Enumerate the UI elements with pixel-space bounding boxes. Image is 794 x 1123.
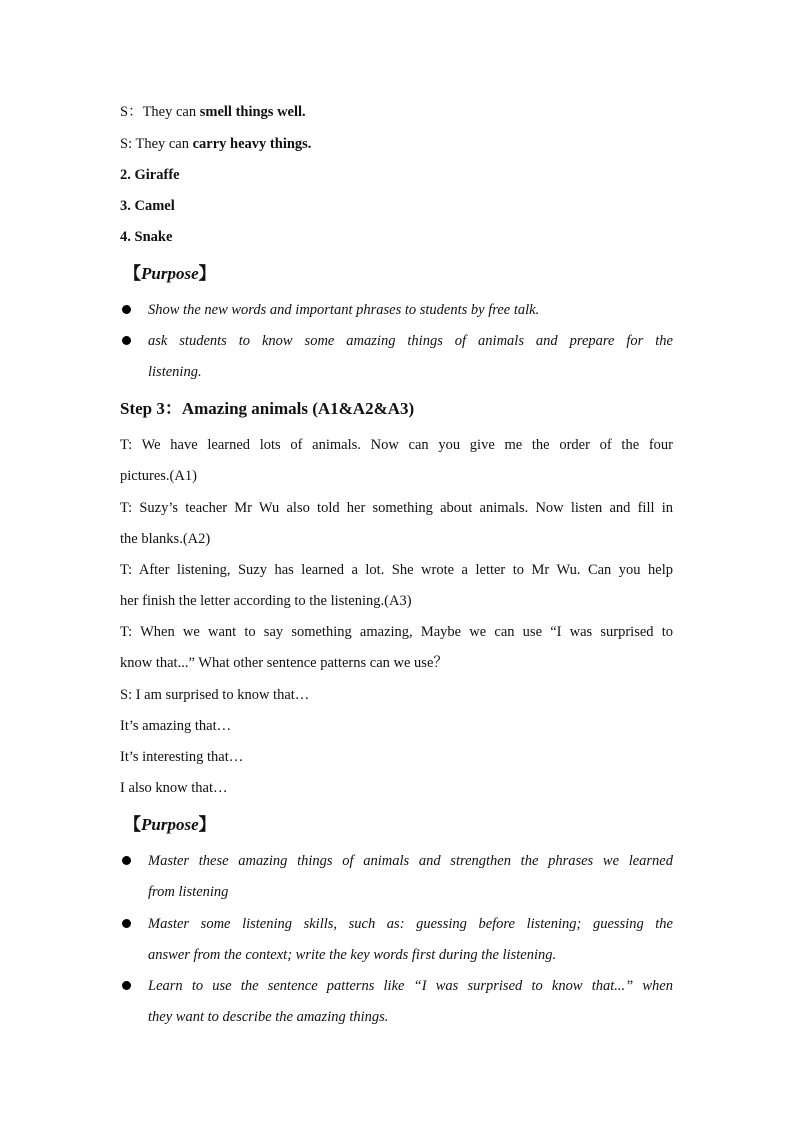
answer-bold: carry heavy things. <box>192 136 312 152</box>
purpose-bullet-text-continued: listening. <box>148 364 202 380</box>
purpose-bullet-text: Learn to use the sentence patterns like “I was surprised to know that...” when <box>148 978 673 994</box>
bracket-close: 】 <box>198 815 216 834</box>
student-answer-smell <box>120 102 306 122</box>
teacher-line-continued: know that...” What other sentence patterns can we use？ <box>120 655 448 671</box>
purpose-bullet-text-continued: from listening <box>148 884 229 900</box>
teacher-line-continued: pictures.(A1) <box>120 468 197 484</box>
purpose-heading <box>124 263 216 285</box>
teacher-line: T: We have learned lots of animals. Now can you give me the order of the four <box>120 437 673 453</box>
bracket-open: 【 <box>124 264 141 283</box>
answer-bold: smell things well. <box>199 104 306 120</box>
list-item-camel: 3. Camel <box>120 198 175 214</box>
bracket-open: 【 <box>124 815 141 834</box>
student-answer-carry <box>120 134 311 154</box>
student-response: I also know that… <box>120 780 228 796</box>
teacher-line-continued: her finish the letter according to the listening.(A3) <box>120 593 412 609</box>
bullet-icon <box>122 856 131 865</box>
purpose-label: Purpose <box>141 264 199 283</box>
bullet-icon <box>122 305 131 314</box>
teacher-line-continued: the blanks.(A2) <box>120 531 211 547</box>
purpose-bullet-text-continued: answer from the context; write the key words first during the listening. <box>148 947 557 963</box>
teacher-line: T: After listening, Suzy has learned a lot. She wrote a letter to Mr Wu. Can you help <box>120 562 673 578</box>
bullet-icon <box>122 919 131 928</box>
list-item-giraffe: 2. Giraffe <box>120 167 180 183</box>
teacher-line: T: Suzy’s teacher Mr Wu also told her something about animals. Now listen and fill in <box>120 500 673 516</box>
purpose-bullet-text: Master these amazing things of animals and strengthen the phrases we learned <box>148 853 673 869</box>
purpose-heading <box>124 814 216 836</box>
purpose-bullet-text: Show the new words and important phrases to students by free talk. <box>148 302 540 318</box>
student-response: It’s amazing that… <box>120 718 232 734</box>
student-response: S: I am surprised to know that… <box>120 687 310 703</box>
purpose-bullet-text-continued: they want to describe the amazing things. <box>148 1009 389 1025</box>
purpose-bullet-text: Master some listening skills, such as: guessing before listening; guessing the <box>148 916 673 932</box>
bracket-close: 】 <box>198 264 216 283</box>
step-title: Step 3：Amazing animals (A1&A2&A3) <box>120 399 415 418</box>
list-item-snake: 4. Snake <box>120 229 173 245</box>
purpose-bullet-text: ask students to know some amazing things of animals and prepare for the <box>148 333 673 349</box>
teacher-line: T: When we want to say something amazing, Maybe we can use “I was surprised to <box>120 624 673 640</box>
bullet-icon <box>122 981 131 990</box>
bullet-icon <box>122 336 131 345</box>
answer-prefix: S：They can <box>120 104 200 120</box>
purpose-label: Purpose <box>141 815 199 834</box>
student-response: It’s interesting that… <box>120 749 244 765</box>
answer-prefix: S: They can <box>120 136 193 152</box>
